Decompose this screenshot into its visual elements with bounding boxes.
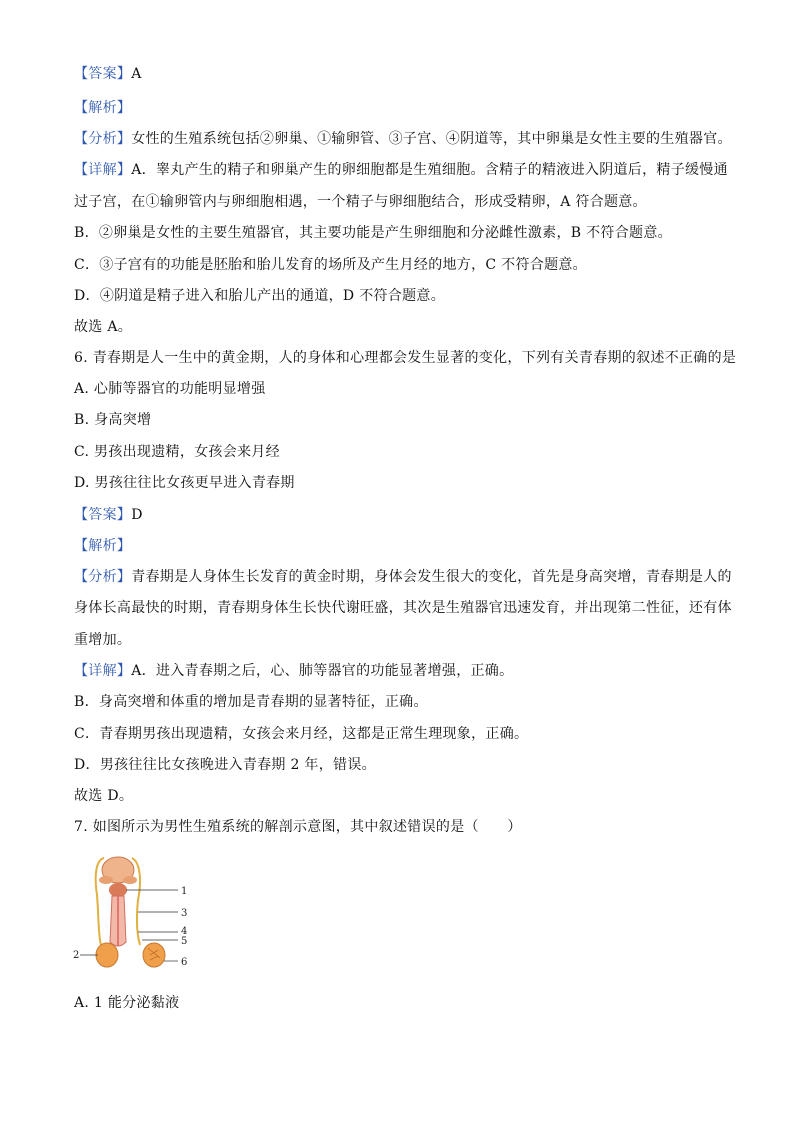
xiangjie-tag: 【详解】 bbox=[74, 162, 132, 178]
fenxi-text-6-1: 青春期是人身体生长发育的黄金时期，身体会发生很大的变化，首先是身高突增，青春期是人的 bbox=[131, 569, 732, 585]
fenxi-line-6-3: 重增加。 bbox=[74, 632, 132, 648]
fenxi-text: 女性的生殖系统包括②卵巢、①输卵管、③子宫、④阴道等，其中卵巢是女性主要的生殖器官。 bbox=[131, 131, 732, 147]
label-2: 2 bbox=[73, 950, 80, 961]
fenxi-tag-6: 【分析】 bbox=[74, 569, 132, 585]
left-testis bbox=[96, 943, 118, 967]
question-6-option-d: D. 男孩往往比女孩更早进入青春期 bbox=[74, 475, 295, 491]
prostate-shape bbox=[109, 883, 127, 897]
right-testis-section bbox=[143, 943, 165, 967]
xiangjie-tag-6: 【详解】 bbox=[74, 663, 132, 679]
question-6-stem: 6. 青春期是人一生中的黄金期，人的身体和心理都会发生显著的变化，下列有关青春期的叙述不正确的是 bbox=[74, 350, 737, 366]
xiangjie-line-6-a bbox=[74, 661, 724, 681]
question-7-option-a: A. 1 能分泌黏液 bbox=[74, 995, 180, 1011]
conclusion-5: 故选 A。 bbox=[74, 319, 133, 335]
left-seminal-vesicle bbox=[99, 876, 113, 884]
option-d-explanation: D．④阴道是精子进入和胎儿产出的通道，D 不符合题意。 bbox=[74, 288, 445, 304]
answer-tag-6: 【答案】 bbox=[74, 507, 132, 523]
option-b-explanation: B．②卵巢是女性的主要生殖器官，其主要功能是产生卵细胞和分泌雌性激素，B 不符合题意。 bbox=[74, 225, 672, 241]
label-3: 3 bbox=[181, 908, 188, 919]
fenxi-line bbox=[74, 129, 732, 149]
right-seminal-vesicle bbox=[123, 876, 137, 884]
male-reproductive-system-diagram bbox=[70, 850, 200, 975]
analysis-heading-6 bbox=[74, 536, 724, 556]
xiangjie-text-6-a: A．进入青春期之后，心、肺等器官的功能显著增强，正确。 bbox=[131, 663, 514, 679]
xiangjie-line-6-d: D．男孩往往比女孩晚进入青春期 2 年，错误。 bbox=[74, 757, 376, 773]
xiangjie-text-1: A．睾丸产生的精子和卵巢产生的卵细胞都是生殖细胞。含精子的精液进入阴道后，精子缓慢通 bbox=[131, 162, 728, 178]
fenxi-tag: 【分析】 bbox=[74, 131, 132, 147]
answer-value-6: D bbox=[131, 507, 143, 523]
option-c-explanation: C．③子宫有的功能是胚胎和胎儿发育的场所及产生月经的地方，C 不符合题意。 bbox=[74, 257, 587, 273]
anatomy-svg bbox=[70, 850, 200, 975]
answer-value: A bbox=[131, 66, 142, 82]
xiangjie-line-2: 过子宫，在①输卵管内与卵细胞相遇，一个精子与卵细胞结合，形成受精卵，A 符合题意。 bbox=[74, 194, 647, 210]
question-7-stem: 7. 如图所示为男性生殖系统的解剖示意图，其中叙述错误的是（ ） bbox=[74, 819, 522, 835]
question-6-option-b: B. 身高突增 bbox=[74, 412, 152, 428]
fenxi-line-6-2: 身体长高最快的时期，青春期身体生长快代谢旺盛，其次是生殖器官迅速发育，并出现第二性征，还有体 bbox=[74, 600, 732, 616]
analysis-heading bbox=[74, 98, 724, 118]
answer-line bbox=[74, 64, 724, 84]
xiangjie-line-1 bbox=[74, 160, 728, 180]
conclusion-6: 故选 D。 bbox=[74, 788, 134, 804]
analysis-tag: 【解析】 bbox=[74, 100, 132, 116]
label-4: 4 bbox=[181, 926, 188, 937]
answer-line-6 bbox=[74, 505, 724, 525]
label-1: 1 bbox=[181, 886, 188, 897]
xiangjie-line-6-b: B．身高突增和体重的增加是青春期的显著特征，正确。 bbox=[74, 694, 428, 710]
label-5: 5 bbox=[181, 936, 188, 947]
xiangjie-line-6-c: C．青春期男孩出现遗精，女孩会来月经，这都是正常生理现象，正确。 bbox=[74, 726, 529, 742]
question-6-option-a: A. 心肺等器官的功能明显增强 bbox=[74, 381, 266, 397]
question-6-option-c: C. 男孩出现遗精，女孩会来月经 bbox=[74, 444, 280, 460]
fenxi-line-6-1 bbox=[74, 567, 732, 587]
analysis-tag-6: 【解析】 bbox=[74, 538, 132, 554]
label-6: 6 bbox=[181, 957, 188, 968]
answer-tag: 【答案】 bbox=[74, 66, 132, 82]
